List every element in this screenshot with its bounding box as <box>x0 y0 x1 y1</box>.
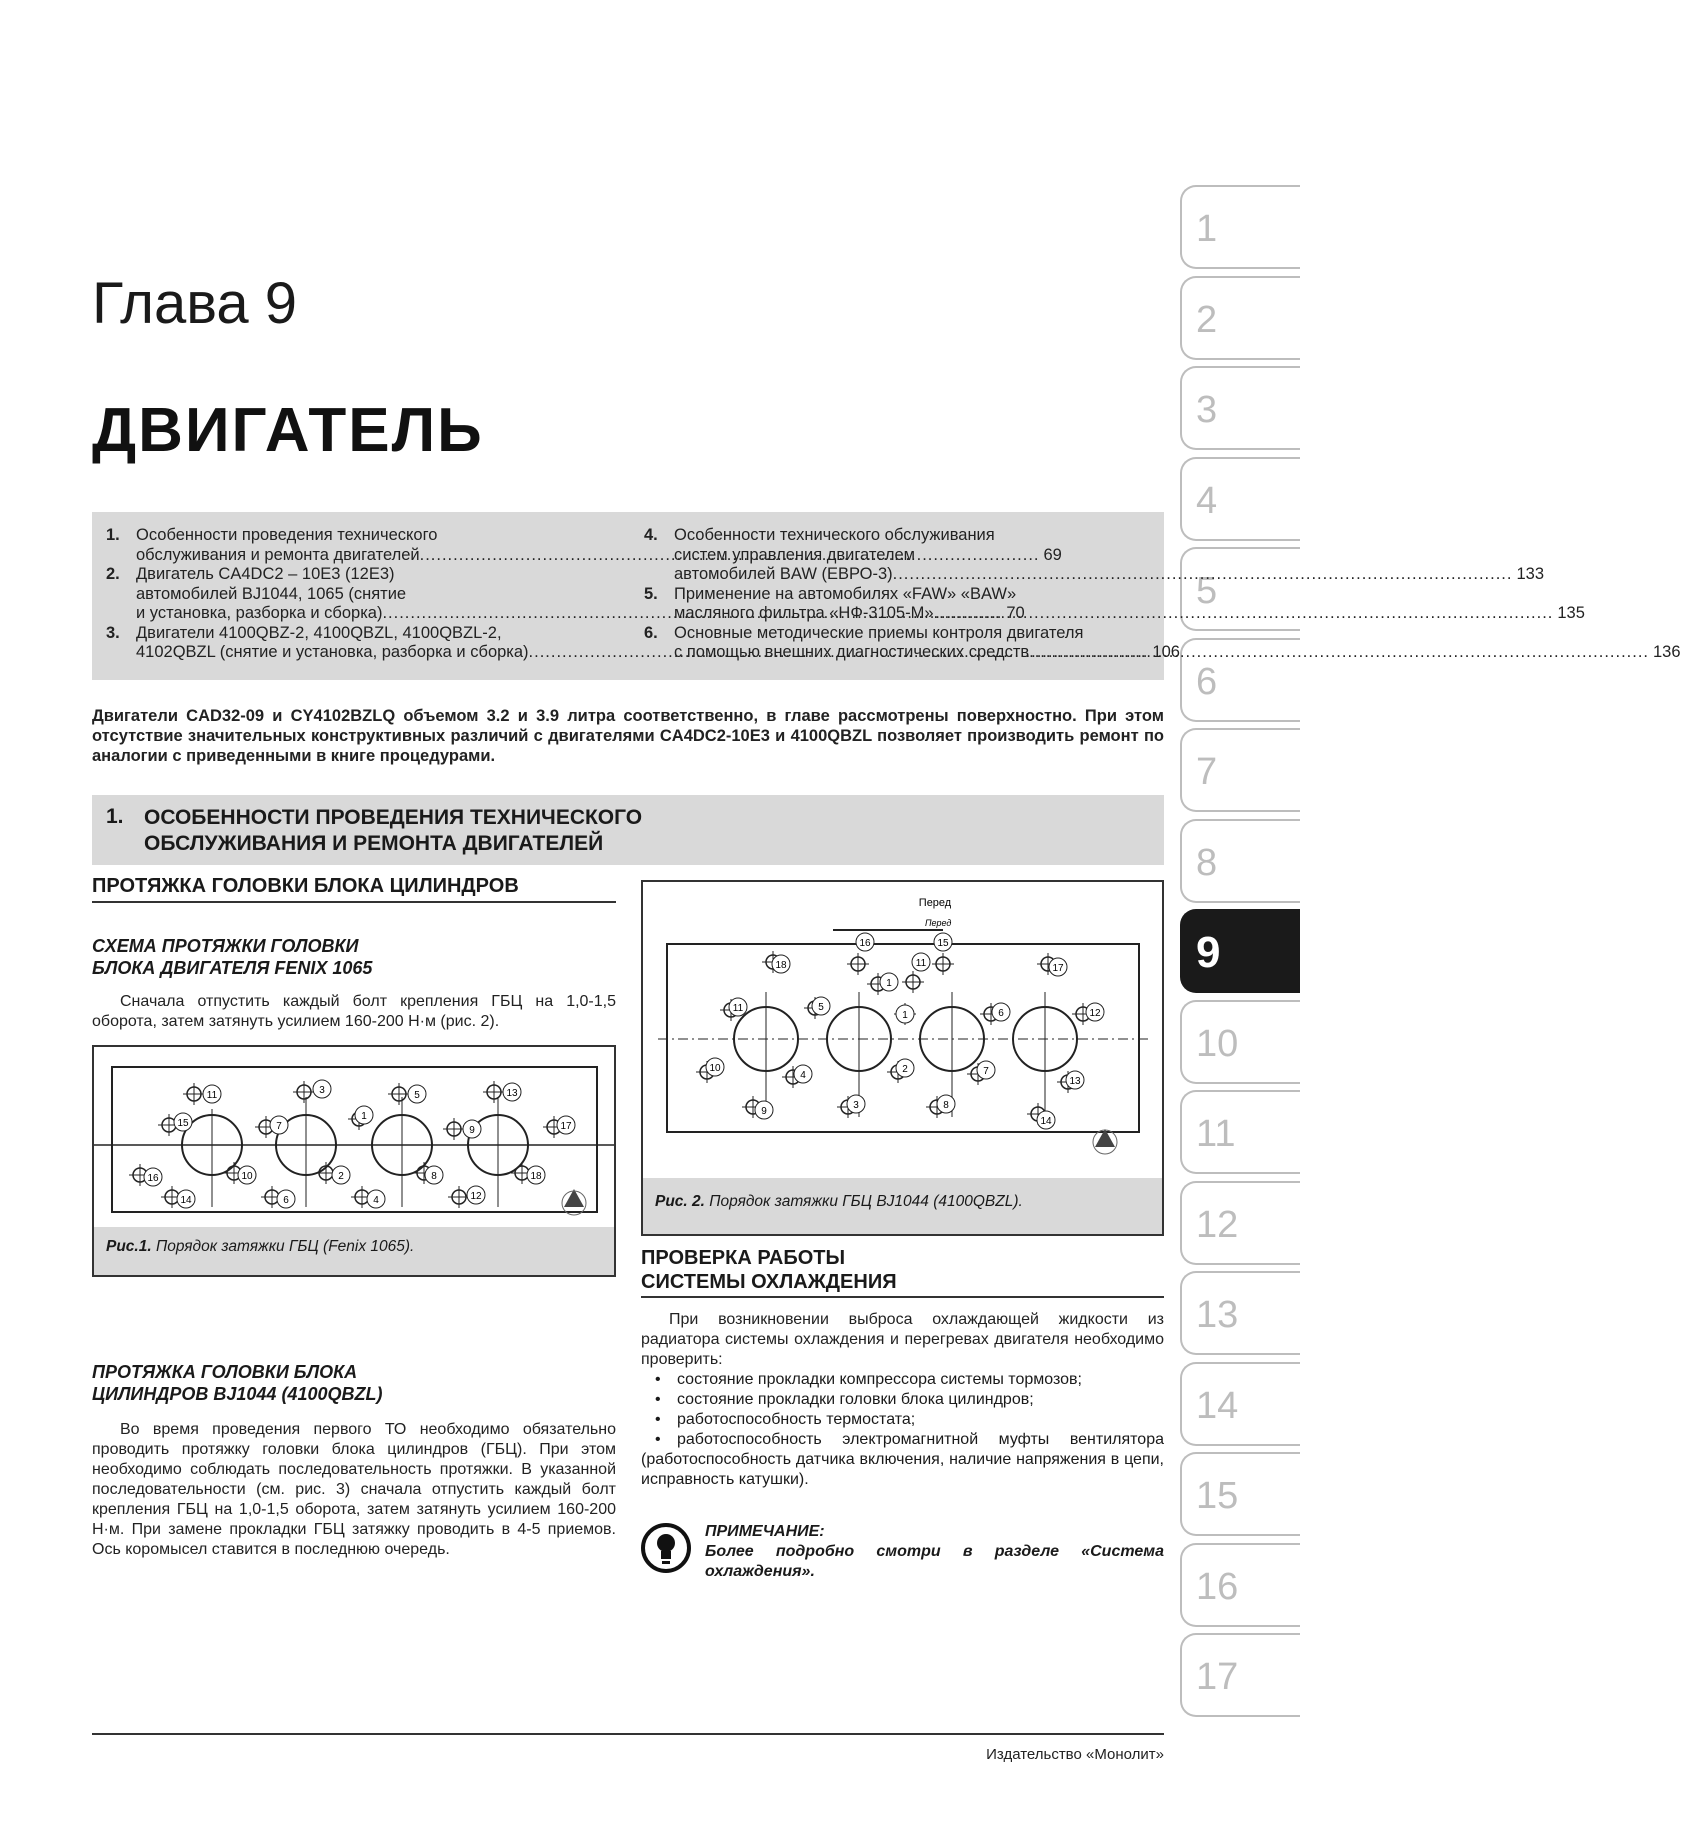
chapter-tab-8[interactable]: 8 <box>1180 819 1300 903</box>
chapter-tab-17[interactable]: 17 <box>1180 1633 1300 1717</box>
toc-item-text: масляного фильтра «НФ-3105-М» <box>674 604 934 622</box>
toc-item-text: и установка, разборка и сборка) <box>136 604 383 622</box>
checklist-item-text: состояние прокладки головки блока цилиндров; <box>677 1391 1034 1408</box>
section-title <box>144 805 642 857</box>
svg-text:4: 4 <box>373 1195 379 1206</box>
toc-item-text: Двигатель CA4DC2 – 10E3 (12E3) <box>136 565 395 583</box>
cooling-heading-line2: СИСТЕМЫ ОХЛАЖДЕНИЯ <box>641 1271 897 1293</box>
cooling-heading <box>641 1246 897 1294</box>
bolt-marker <box>894 1003 916 1025</box>
toc-item-text: Двигатели 4100QBZ-2, 4100QBZL, 4100QBZL-2, <box>136 623 502 642</box>
bullet-icon: • <box>655 1391 661 1408</box>
chapter-tab-1[interactable]: 1 <box>1180 185 1300 269</box>
svg-text:12: 12 <box>1089 1008 1101 1019</box>
lightbulb-icon <box>641 1522 691 1574</box>
svg-text:5: 5 <box>818 1002 824 1013</box>
bolt-marker <box>183 1083 221 1105</box>
section-number: 1. <box>106 805 124 828</box>
paragraph-fenix: Сначала отпустить каждый болт крепления ГБЦ на 1,0-1,5 оборота, затем затянуть усилием 160-200 Н·м (рис. 2). <box>92 993 616 1030</box>
bolt-marker <box>837 1095 865 1118</box>
toc-leader-dots <box>934 604 1554 624</box>
checklist-item <box>641 1410 1164 1430</box>
bolt-marker <box>443 1118 481 1140</box>
toc-item-number: 5. <box>644 584 658 603</box>
chapter-tab-14[interactable]: 14 <box>1180 1362 1300 1446</box>
cooling-checklist <box>641 1370 1164 1490</box>
bolt-marker <box>847 933 874 975</box>
toc-page-number: 136 <box>1653 643 1681 661</box>
section-title-line2: ОБСЛУЖИВАНИЯ И РЕМОНТА ДВИГАТЕЛЕЙ <box>144 832 604 855</box>
chapter-tab-2[interactable]: 2 <box>1180 276 1300 360</box>
svg-text:3: 3 <box>319 1085 325 1096</box>
svg-text:1: 1 <box>902 1010 908 1021</box>
bolt-marker <box>1037 953 1067 976</box>
toc-page-number: 135 <box>1557 604 1585 622</box>
figure-2-caption-text: Порядок затяжки ГБЦ BJ1044 (4100QBZL). <box>704 1193 1023 1210</box>
svg-text:17: 17 <box>1052 963 1064 974</box>
intro-paragraph: Двигатели CAD32-09 и CY4102BZLQ объемом 3.2 и 3.9 литра соответственно, в главе рассмотрены поверхностно. При этом отсутствие значительных конструктивных различий с двигателями CA4DC2-10E3 и 4100QBZL позволяет производить ремонт по аналогии с приведенными в книге процедурами. <box>92 707 1164 765</box>
bullet-icon: • <box>655 1371 661 1388</box>
toc-item[interactable] <box>644 584 1585 624</box>
svg-text:9: 9 <box>761 1106 767 1117</box>
svg-text:14: 14 <box>1040 1116 1052 1127</box>
toc-item-text: Применение на автомобилях «FAW» «BAW» <box>674 584 1017 603</box>
toc-item-number: 2. <box>106 565 120 583</box>
bolt-marker <box>448 1186 485 1208</box>
cooling-paragraph: При возникновении выброса охлаждающей жидкости из радиатора системы охлаждения и перегревах двигателя необходимо проверить: <box>641 1311 1164 1368</box>
figure-2-label: Рис. 2. <box>655 1193 705 1210</box>
svg-text:9: 9 <box>469 1125 475 1136</box>
toc-page-number: 106 <box>1152 643 1180 661</box>
svg-text:11: 11 <box>732 1003 744 1014</box>
checklist-item <box>641 1430 1164 1490</box>
cooling-heading-line1: ПРОВЕРКА РАБОТЫ <box>641 1247 846 1269</box>
toc-item-text: Особенности технического обслуживания <box>674 526 995 544</box>
publisher-footer: Издательство «Монолит» <box>986 1746 1164 1763</box>
note-text: Более подробно смотри в разделе «Система охлаждения». <box>705 1543 1164 1580</box>
bolt-marker <box>804 997 830 1019</box>
bolt-marker <box>1072 1003 1104 1025</box>
bolt-marker <box>543 1116 575 1138</box>
bolt-marker <box>261 1186 295 1208</box>
toc-leader-dots <box>893 565 1513 585</box>
bolt-marker <box>902 953 930 993</box>
bolt-marker <box>762 951 790 973</box>
bolt-marker <box>511 1162 545 1184</box>
cooling-heading-rule <box>641 1296 1164 1298</box>
chapter-tab-3[interactable]: 3 <box>1180 366 1300 450</box>
chapter-tab-7[interactable]: 7 <box>1180 728 1300 812</box>
svg-text:11: 11 <box>206 1090 218 1101</box>
figure-1 <box>92 1045 616 1277</box>
svg-text:13: 13 <box>506 1088 518 1099</box>
svg-text:17: 17 <box>560 1121 572 1132</box>
checklist-item <box>641 1390 1164 1410</box>
svg-text:16: 16 <box>859 938 871 949</box>
subheading-fenix <box>92 935 372 979</box>
left-heading-rule <box>92 901 616 903</box>
bolt-marker <box>782 1065 812 1088</box>
chapter-tab-10[interactable]: 10 <box>1180 1000 1300 1084</box>
figure-2-front-label: Перед <box>918 897 952 909</box>
left-heading: ПРОТЯЖКА ГОЛОВКИ БЛОКА ЦИЛИНДРОВ <box>92 875 519 897</box>
svg-text:13: 13 <box>1069 1076 1081 1087</box>
bolt-marker <box>129 1164 162 1186</box>
bolt-marker <box>348 1106 373 1130</box>
toc-item-text: Основные методические приемы контроля двигателя <box>674 623 1084 642</box>
bolt-marker <box>742 1096 773 1119</box>
toc-item-number: 4. <box>644 526 658 544</box>
bolt-marker <box>980 1003 1010 1025</box>
bolt-marker <box>351 1186 385 1208</box>
toc-item-text: 4102QBZL (снятие и установка, разборка и сборка) <box>136 643 529 661</box>
bolt-marker <box>223 1162 256 1184</box>
checklist-item <box>641 1370 1164 1390</box>
svg-text:2: 2 <box>902 1064 908 1075</box>
toc-item[interactable] <box>644 526 1545 585</box>
svg-text:15: 15 <box>937 938 949 949</box>
note-block <box>641 1522 1164 1582</box>
toc-page-number: 70 <box>1006 604 1025 622</box>
svg-text:7: 7 <box>276 1121 282 1132</box>
bullet-icon: • <box>655 1431 661 1448</box>
chapter-tab-9[interactable]: 9 <box>1180 909 1300 993</box>
svg-text:18: 18 <box>775 960 787 971</box>
toc-item-number: 3. <box>106 623 120 642</box>
figure-1-label: Рис.1. <box>106 1238 152 1255</box>
figure-1-caption-text: Порядок затяжки ГБЦ (Fenix 1065). <box>151 1238 415 1255</box>
table-of-contents <box>92 512 1681 680</box>
checklist-item-text: работоспособность термостата; <box>677 1411 916 1428</box>
svg-text:2: 2 <box>338 1171 344 1182</box>
bolt-marker <box>161 1186 195 1208</box>
svg-text:15: 15 <box>177 1118 189 1129</box>
svg-text:4: 4 <box>800 1070 806 1081</box>
toc-item-text: Особенности проведения технического <box>136 526 438 544</box>
checklist-item-text: работоспособность электромагнитной муфты вентилятора (работоспособность датчика включения, наличие напряжения в цепи, исправность катушки). <box>641 1431 1164 1488</box>
bolt-marker <box>696 1058 724 1083</box>
note-title: ПРИМЕЧАНИЕ: <box>705 1523 825 1540</box>
bolt-marker <box>255 1116 288 1138</box>
toc-item-text: автомобилей BAW (ЕВРО-3) <box>674 565 893 583</box>
footer-rule <box>92 1733 1164 1735</box>
chapter-tab-4[interactable]: 4 <box>1180 457 1300 541</box>
svg-text:16: 16 <box>147 1173 159 1184</box>
svg-text:12: 12 <box>470 1191 482 1202</box>
svg-text:11: 11 <box>915 958 927 969</box>
svg-text:10: 10 <box>241 1171 253 1182</box>
toc-page-number: 133 <box>1516 565 1545 583</box>
toc-item-number: 1. <box>106 526 120 544</box>
svg-text:14: 14 <box>180 1195 192 1206</box>
svg-text:6: 6 <box>998 1008 1004 1019</box>
svg-text:7: 7 <box>983 1066 989 1077</box>
chapter-title: ДВИГАТЕЛЬ <box>92 396 484 465</box>
bolt-marker <box>867 973 898 995</box>
toc-leader-dots <box>1029 643 1649 663</box>
figure-2-diagram <box>643 882 1162 1182</box>
toc-item-text: систем управления двигателем <box>674 545 915 564</box>
bolt-marker <box>1057 1071 1084 1093</box>
subheading-bj1044 <box>92 1361 382 1405</box>
svg-text:5: 5 <box>414 1090 420 1101</box>
paragraph-bj1044: Во время проведения первого ТО необходимо обязательно проводить протяжку головки блока цилиндров (ГБЦ). При этом необходимо соблюдать последовательность протяжки. В указанной последовательности (см. рис. 3) сначала отпустить каждый болт крепления ГБЦ на 1,0-1,5 оборота, затем затянуть усилием 160-200 Н·м. При замене прокладки ГБЦ затяжку проводить в 4-5 приемов. Ось коромысел ставится в последнюю очередь. <box>92 1421 616 1558</box>
toc-item-number: 6. <box>644 623 658 642</box>
bolt-marker <box>887 1059 914 1083</box>
svg-text:1: 1 <box>361 1111 367 1122</box>
svg-text:6: 6 <box>283 1195 289 1206</box>
figure-2-front-small: Перед <box>925 918 952 928</box>
bolt-marker <box>293 1080 331 1103</box>
svg-text:3: 3 <box>853 1100 859 1111</box>
bolt-marker <box>315 1162 350 1184</box>
subheading-fenix-line2: БЛОКА ДВИГАТЕЛЯ FENIX 1065 <box>92 958 373 978</box>
toc-page-number: 69 <box>1043 545 1062 564</box>
subheading-bj1044-line2: ЦИЛИНДРОВ BJ1044 (4100QBZL) <box>92 1384 383 1404</box>
bolt-marker <box>388 1083 426 1105</box>
svg-text:10: 10 <box>709 1063 721 1074</box>
bolt-marker <box>926 1095 955 1118</box>
bolt-marker <box>413 1162 443 1184</box>
chapter-tab-11[interactable]: 11 <box>1180 1090 1300 1174</box>
chapter-label: Глава 9 <box>92 271 298 336</box>
figure-1-diagram <box>94 1047 614 1227</box>
chapter-tab-16[interactable]: 16 <box>1180 1543 1300 1627</box>
chapter-tab-13[interactable]: 13 <box>1180 1271 1300 1355</box>
chapter-tab-15[interactable]: 15 <box>1180 1452 1300 1536</box>
bullet-icon: • <box>655 1411 661 1428</box>
chapter-tab-6[interactable]: 6 <box>1180 638 1300 722</box>
section-header <box>92 795 1164 865</box>
bolt-marker <box>1027 1103 1055 1129</box>
section-title-line1: ОСОБЕННОСТИ ПРОВЕДЕНИЯ ТЕХНИЧЕСКОГО <box>144 806 643 829</box>
toc-item-text: обслуживания и ремонта двигателей <box>136 545 420 564</box>
subheading-fenix-line1: СХЕМА ПРОТЯЖКИ ГОЛОВКИ <box>92 936 359 956</box>
svg-text:18: 18 <box>530 1171 542 1182</box>
bolt-marker <box>483 1081 521 1103</box>
chapter-tab-12[interactable]: 12 <box>1180 1181 1300 1265</box>
bolt-marker <box>932 933 954 975</box>
subheading-bj1044-line1: ПРОТЯЖКА ГОЛОВКИ БЛОКА <box>92 1362 358 1382</box>
toc-item-text: с помощью внешних диагностических средств <box>674 643 1030 661</box>
chapter-tab-5[interactable]: 5 <box>1180 547 1300 631</box>
checklist-item-text: состояние прокладки компрессора системы тормозов; <box>677 1371 1082 1388</box>
toc-item-text: автомобилей BJ1044, 1065 (снятие <box>136 584 407 603</box>
svg-text:8: 8 <box>943 1100 949 1111</box>
note-text-block <box>705 1522 1164 1582</box>
svg-text:1: 1 <box>886 978 892 989</box>
bolt-marker <box>158 1113 192 1136</box>
figure-2-caption <box>643 1178 1162 1234</box>
figure-1-caption <box>94 1227 614 1275</box>
figure-2 <box>641 880 1164 1236</box>
svg-text:8: 8 <box>431 1171 437 1182</box>
